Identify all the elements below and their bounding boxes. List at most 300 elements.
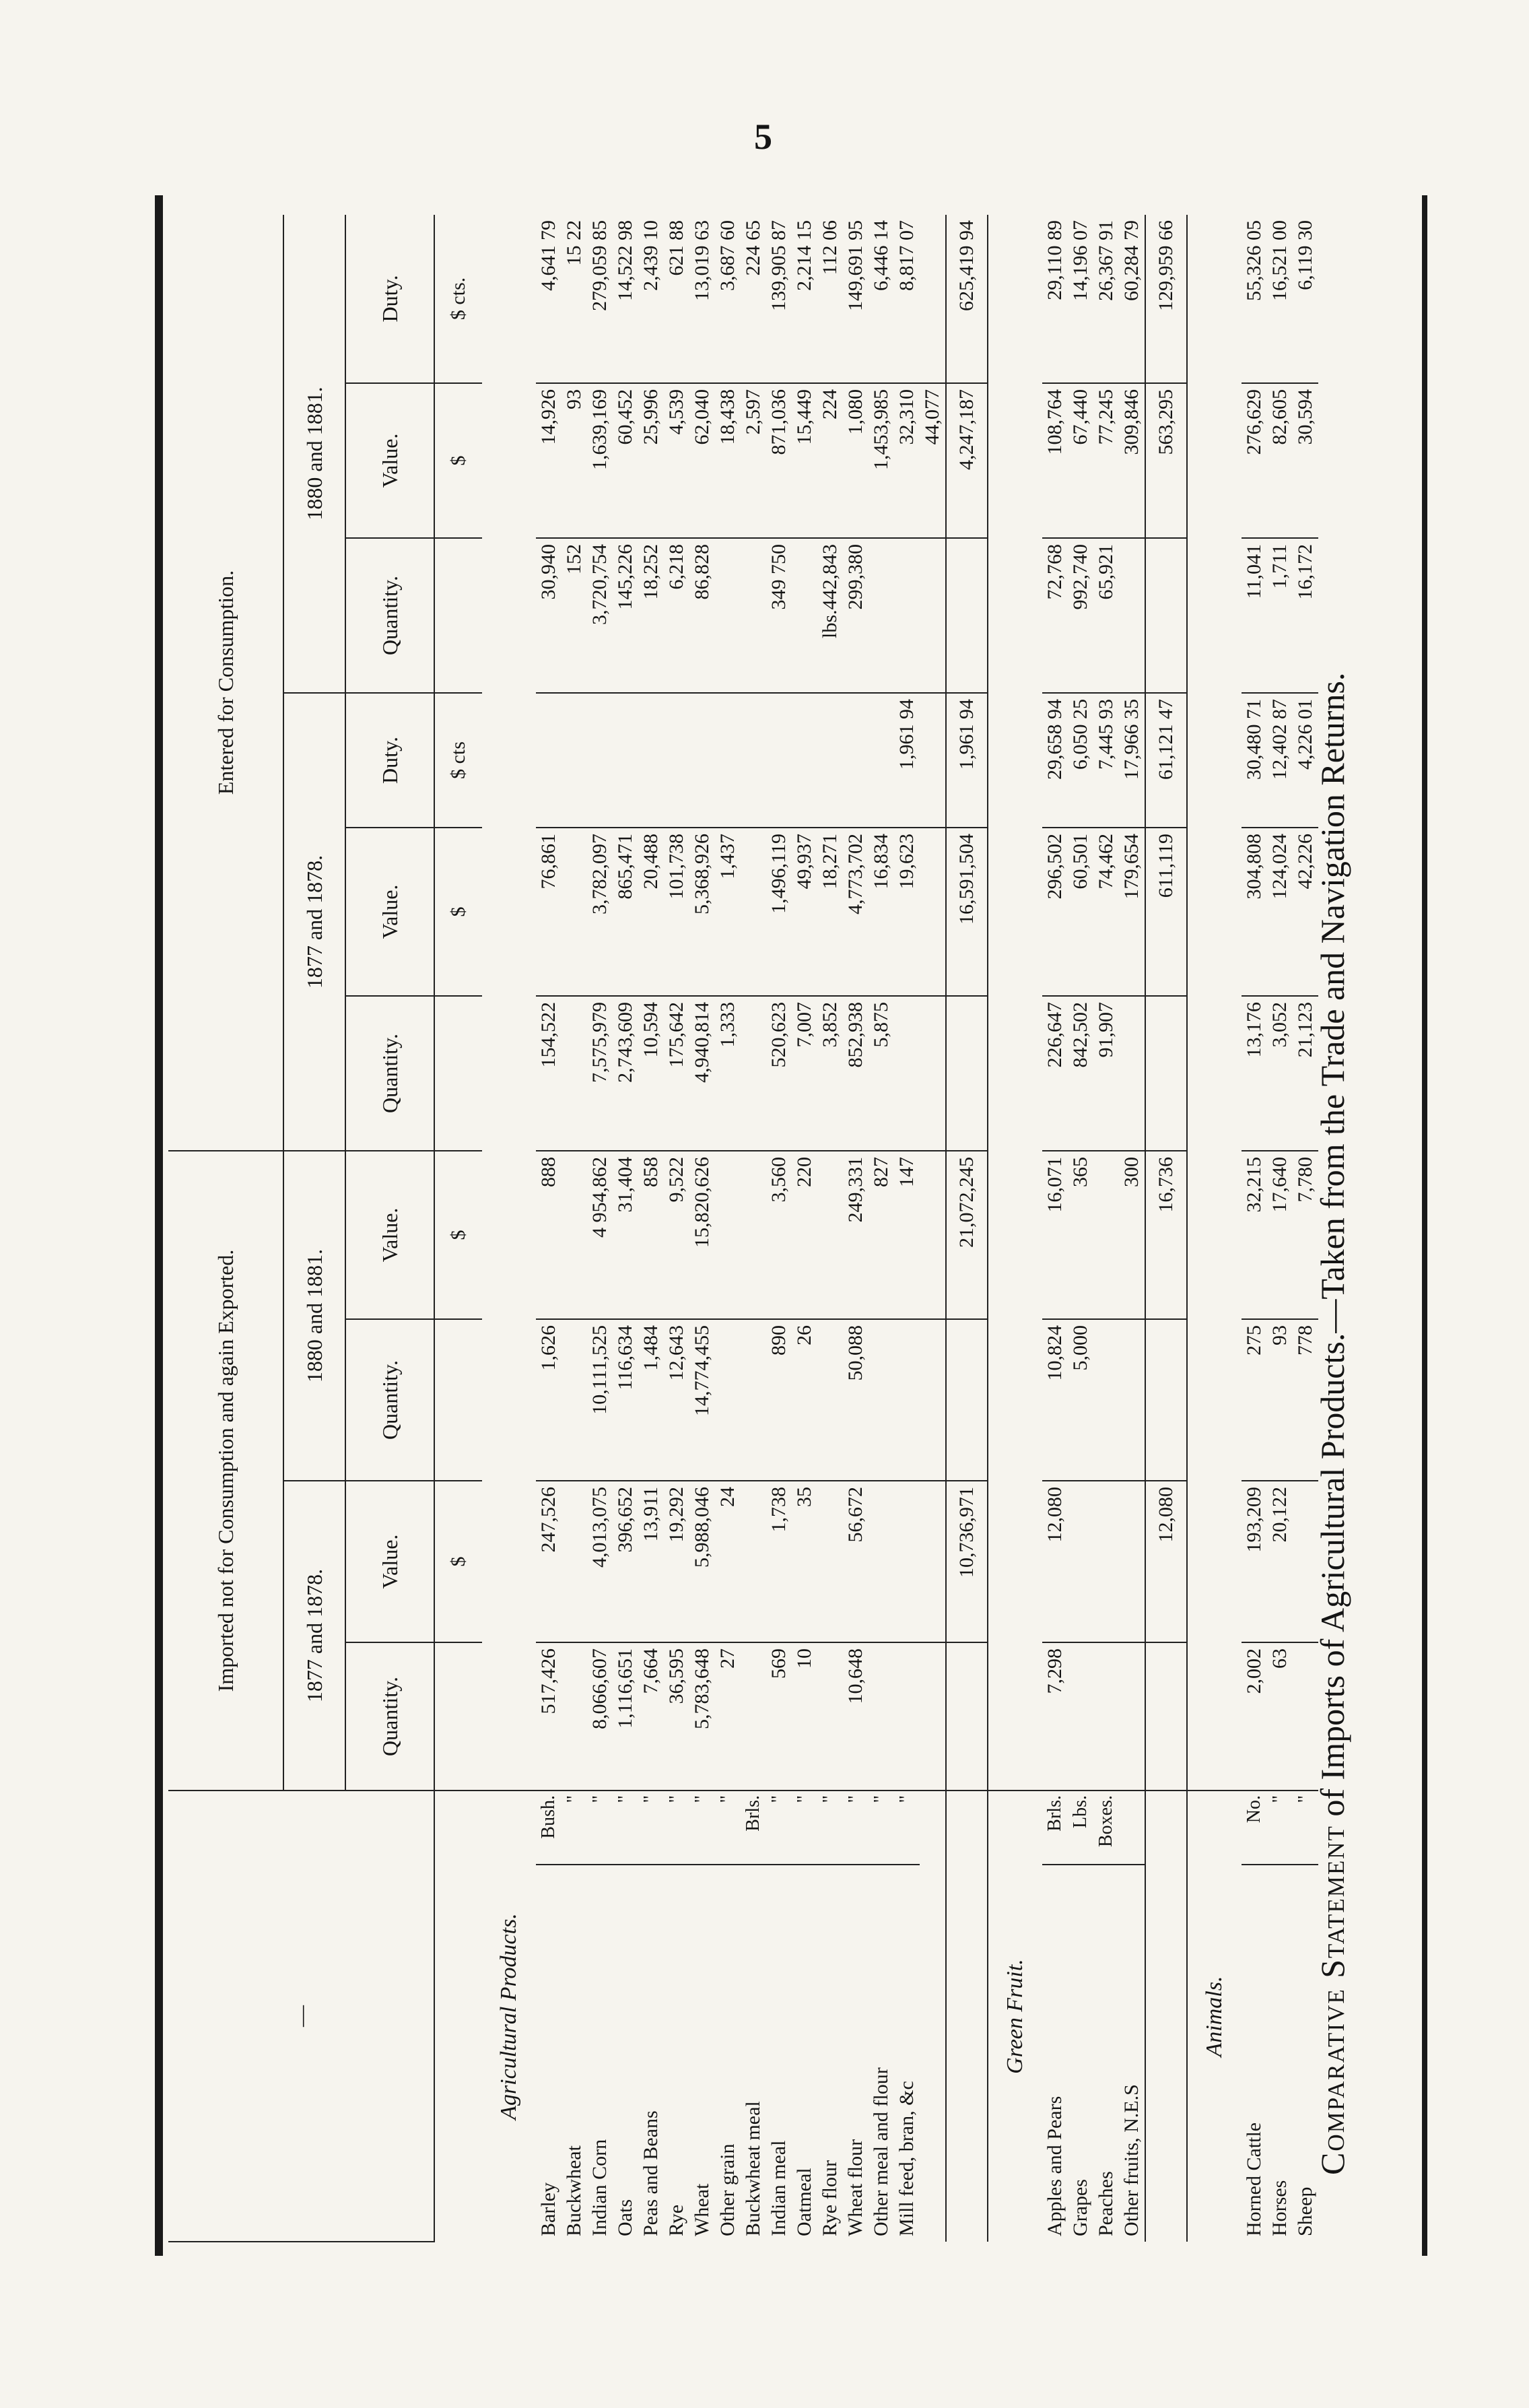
table-cell: 30,940 (536, 538, 562, 693)
total-cell (1145, 996, 1187, 1151)
table-cell: 60,501 (1068, 828, 1093, 996)
table-cell (638, 693, 664, 828)
unit-cell: $ cts (434, 693, 482, 828)
table-cell (920, 1642, 946, 1791)
table-cell (664, 693, 689, 828)
table-cell (1093, 1319, 1119, 1481)
table-cell: 147 (894, 1151, 920, 1319)
table-cell: 247,526 (536, 1481, 562, 1642)
total-row (1145, 215, 1187, 2242)
table-row (1093, 215, 1119, 2242)
row-unit: " (894, 1791, 920, 1865)
total-row (946, 215, 988, 2242)
table-cell: 520,623 (766, 996, 792, 1151)
total-cell (1145, 1319, 1187, 1481)
table-cell: 226,647 (1042, 996, 1068, 1151)
table-cell (920, 996, 946, 1151)
row-label: Peas and Beans (640, 2110, 662, 2236)
total-cell (1145, 538, 1187, 693)
row-label: Buckwheat meal (742, 2101, 764, 2236)
table-row (613, 215, 638, 2242)
table-cell: 16,521 00 (1267, 215, 1293, 383)
row-unit: " (869, 1791, 894, 1865)
table-cell: 30,594 (1293, 383, 1318, 538)
table-cell: 18,438 (715, 383, 741, 538)
table-cell: 193,209 (1242, 1481, 1267, 1642)
table-cell: 304,808 (1242, 828, 1267, 996)
table-cell: 93 (562, 383, 587, 538)
row-label: Other grain (716, 2143, 739, 2236)
table-cell: 14,926 (536, 383, 562, 538)
table-cell: 9,522 (664, 1151, 689, 1319)
table-cell (741, 996, 766, 1151)
table-cell: 36,595 (664, 1642, 689, 1791)
table-cell: 517,426 (536, 1642, 562, 1791)
rotated-content (155, 195, 1407, 2256)
table-cell: 55,326 05 (1242, 215, 1267, 383)
row-unit: Bush. (536, 1791, 562, 1865)
table-cell: 19,292 (664, 1481, 689, 1642)
table-cell: 4 954,862 (587, 1151, 613, 1319)
table-cell (741, 693, 766, 828)
total-cell (1145, 1642, 1187, 1791)
table-cell: 31,404 (613, 1151, 638, 1319)
col-header-value: Value. (345, 828, 434, 996)
table-cell: 5,368,926 (689, 828, 715, 996)
table-cell: 15,820,626 (689, 1151, 715, 1319)
total-cell: 4,247,187 (946, 383, 988, 538)
table-cell (869, 1642, 894, 1791)
table-cell: 149,691 95 (843, 215, 869, 383)
table-cell (894, 1642, 920, 1791)
col-header-value: Value. (345, 1151, 434, 1319)
table-cell (792, 693, 817, 828)
table-cell (817, 1642, 843, 1791)
table-cell: 77,245 (1093, 383, 1119, 538)
table-cell: 1,711 (1267, 538, 1293, 693)
row-label: Indian meal (768, 2140, 790, 2236)
table-cell: 13,176 (1242, 996, 1267, 1151)
unit-cell: $ (434, 383, 482, 538)
table-cell: 224 65 (741, 215, 766, 383)
table-row (689, 215, 715, 2242)
table-cell (920, 1151, 946, 1319)
table-cell: 124,024 (1267, 828, 1293, 996)
table-cell: 4,539 (664, 383, 689, 538)
table-cell: 25,996 (638, 383, 664, 538)
table-cell (894, 1319, 920, 1481)
table-cell: 2,002 (1242, 1642, 1267, 1791)
table-cell: 12,080 (1042, 1481, 1068, 1642)
table-cell: 8,066,607 (587, 1642, 613, 1791)
row-unit: " (1293, 1791, 1318, 1865)
table-cell: 852,938 (843, 996, 869, 1151)
col-header-duty: Duty. (345, 693, 434, 828)
table-cell: 72,768 (1042, 538, 1068, 693)
table-cell: 16,172 (1293, 538, 1318, 693)
table-cell (1068, 1642, 1093, 1791)
table-cell: 890 (766, 1319, 792, 1481)
table-cell: 6,050 25 (1068, 693, 1093, 828)
table-cell: 50,088 (843, 1319, 869, 1481)
table-cell: 621 88 (664, 215, 689, 383)
table-cell (817, 693, 843, 828)
table-cell: 858 (638, 1151, 664, 1319)
table-cell (1119, 1319, 1145, 1481)
table-cell: 349 750 (766, 538, 792, 693)
row-label: Indian Corn (588, 2139, 611, 2236)
table-row (638, 215, 664, 2242)
table-cell (1119, 1642, 1145, 1791)
row-label: Sheep (1294, 2186, 1316, 2236)
unit-cell (434, 538, 482, 693)
total-cell: 611,119 (1145, 828, 1187, 996)
total-cell: 563,295 (1145, 383, 1187, 538)
table-cell: 8,817 07 (894, 215, 920, 383)
table-cell: 15,449 (792, 383, 817, 538)
table-cell: 86,828 (689, 538, 715, 693)
table-cell (1119, 1481, 1145, 1642)
table-cell: 62,040 (689, 383, 715, 538)
table-cell (715, 1319, 741, 1481)
table-cell: 20,488 (638, 828, 664, 996)
table-cell: 21,123 (1293, 996, 1318, 1151)
table-cell: 13,019 63 (689, 215, 715, 383)
table-cell: 19,623 (894, 828, 920, 996)
table-cell (741, 1151, 766, 1319)
table-cell: 14,774,455 (689, 1319, 715, 1481)
table-cell: 82,605 (1267, 383, 1293, 538)
header-exported-period-a: 1877 and 1878. (283, 1481, 345, 1791)
table-cell: 7,664 (638, 1642, 664, 1791)
table-cell (869, 1481, 894, 1642)
table-cell: 76,861 (536, 828, 562, 996)
col-header-quantity: Quantity. (345, 996, 434, 1151)
table-row (741, 215, 766, 2242)
table-cell (613, 693, 638, 828)
table-row (587, 215, 613, 2242)
table-cell: 7,445 93 (1093, 693, 1119, 828)
title-caps: Comparative Statement (1314, 1825, 1351, 2175)
row-label: Wheat (691, 2183, 713, 2236)
table-cell (766, 693, 792, 828)
table-cell (920, 215, 946, 383)
table-cell: 10,594 (638, 996, 664, 1151)
section-filler (988, 215, 1042, 1791)
table-cell: 26,367 91 (1093, 215, 1119, 383)
row-label: Wheat flour (844, 2139, 867, 2236)
table-cell: 16,834 (869, 828, 894, 996)
table-cell (741, 828, 766, 996)
total-cell (946, 996, 988, 1151)
table-cell: 220 (792, 1151, 817, 1319)
total-cell: 10,736,971 (946, 1481, 988, 1642)
table-cell (562, 1319, 587, 1481)
row-label: Mill feed, bran, &c (895, 2081, 918, 2236)
table-cell: 3,782,097 (587, 828, 613, 996)
table-cell (869, 538, 894, 693)
table-cell: 279,059 85 (587, 215, 613, 383)
total-stub (946, 1791, 988, 2242)
stub-header: — (168, 1791, 434, 2242)
table-cell: 2,439 10 (638, 215, 664, 383)
table-cell: 14,522 98 (613, 215, 638, 383)
table-cell (741, 1481, 766, 1642)
table-cell: 91,907 (1093, 996, 1119, 1151)
total-cell (946, 1642, 988, 1791)
table-cell: 65,921 (1093, 538, 1119, 693)
row-label (920, 1791, 946, 2242)
row-unit: " (1267, 1791, 1293, 1865)
table-cell: 154,522 (536, 996, 562, 1151)
table-cell (1093, 1151, 1119, 1319)
table-cell: 152 (562, 538, 587, 693)
table-cell: 3,720,754 (587, 538, 613, 693)
table-cell: 4,226 01 (1293, 693, 1318, 828)
table-cell: 17,640 (1267, 1151, 1293, 1319)
table-cell: 1,437 (715, 828, 741, 996)
table-cell: 1,116,651 (613, 1642, 638, 1791)
table-row (1042, 215, 1068, 2242)
table-cell (920, 828, 946, 996)
unit-cell: $ cts. (434, 215, 482, 383)
table-cell: 44,077 (920, 383, 946, 538)
table-cell: 93 (1267, 1319, 1293, 1481)
table-cell: 12,402 87 (1267, 693, 1293, 828)
table-cell (562, 828, 587, 996)
row-unit: " (638, 1791, 664, 1865)
section-row (988, 215, 1042, 2242)
table-cell: 1,484 (638, 1319, 664, 1481)
header-consumption: Entered for Consumption. (168, 215, 283, 1151)
table-cell: 10 (792, 1642, 817, 1791)
table-cell: 3,560 (766, 1151, 792, 1319)
section-filler (1187, 215, 1242, 1791)
row-unit: Brls. (1042, 1791, 1068, 1865)
table-cell: 139,905 87 (766, 215, 792, 383)
table-cell: 63 (1267, 1642, 1293, 1791)
table-cell (894, 1481, 920, 1642)
unit-cell: $ (434, 828, 482, 996)
total-cell: 16,591,504 (946, 828, 988, 996)
table-cell: 865,471 (613, 828, 638, 996)
table-cell: 5,988,046 (689, 1481, 715, 1642)
row-label: Oatmeal (793, 2168, 815, 2236)
row-unit: " (715, 1791, 741, 1865)
page-number: 5 (754, 116, 772, 157)
table-cell (817, 1319, 843, 1481)
col-header-quantity: Quantity. (345, 1642, 434, 1791)
header-exported: Imported not for Consumption and again Exported. (168, 1151, 283, 1791)
row-label: Other fruits, N.E.S (1120, 2084, 1143, 2236)
table-cell: 5,000 (1068, 1319, 1093, 1481)
table-row (1267, 215, 1293, 2242)
page-title (1313, 290, 1352, 2175)
table-cell: 145,226 (613, 538, 638, 693)
table-cell: 15 22 (562, 215, 587, 383)
table-cell: 4,641 79 (536, 215, 562, 383)
table-cell (817, 1151, 843, 1319)
table-row (664, 215, 689, 2242)
total-stub (1145, 1791, 1187, 2242)
table-cell: 249,331 (843, 1151, 869, 1319)
table-cell (741, 1319, 766, 1481)
table-cell (920, 693, 946, 828)
table-cell (1119, 996, 1145, 1151)
table-cell: 275 (1242, 1319, 1267, 1481)
table-cell: 842,502 (1068, 996, 1093, 1151)
total-cell: 61,121 47 (1145, 693, 1187, 828)
row-unit (1119, 1791, 1145, 1865)
table-cell: 35 (792, 1481, 817, 1642)
table-cell (562, 1481, 587, 1642)
table-cell: 5,783,648 (689, 1642, 715, 1791)
row-unit: " (613, 1791, 638, 1865)
row-unit: Boxes. (1093, 1791, 1119, 1865)
row-unit: " (587, 1791, 613, 1865)
table-cell (894, 996, 920, 1151)
table-cell: 4,940,814 (689, 996, 715, 1151)
table-row (894, 215, 920, 2242)
table-cell (869, 1319, 894, 1481)
units-stub (434, 1791, 482, 2242)
header-exported-period-b: 1880 and 1881. (283, 1151, 345, 1481)
row-label: Apples and Pears (1044, 2096, 1066, 2236)
table-cell: 2,214 15 (792, 215, 817, 383)
table-cell: 300 (1119, 1151, 1145, 1319)
table-cell: 13,911 (638, 1481, 664, 1642)
table-cell (562, 693, 587, 828)
title-rest: of Imports of Agricultural Products.—Taken from the Trade and Navigation Returns. (1314, 672, 1351, 1826)
table-cell: 3,852 (817, 996, 843, 1151)
row-label: Barley (537, 2182, 559, 2236)
table-cell (562, 1151, 587, 1319)
row-label: Horned Cattle (1243, 2122, 1265, 2236)
unit-cell (434, 1319, 482, 1481)
table-row (1068, 215, 1093, 2242)
row-unit: Brls. (741, 1791, 766, 1865)
row-unit: " (766, 1791, 792, 1865)
col-header-quantity: Quantity. (345, 538, 434, 693)
table-cell: 74,462 (1093, 828, 1119, 996)
table-cell: 179,654 (1119, 828, 1145, 996)
rotated-table-frame (155, 195, 1427, 2256)
table-cell: 1,961 94 (894, 693, 920, 828)
table-cell (1093, 1642, 1119, 1791)
row-label: Horses (1268, 2180, 1291, 2236)
table-cell: 871,036 (766, 383, 792, 538)
table-cell: 18,271 (817, 828, 843, 996)
table-row (715, 215, 741, 2242)
table-cell: 4,773,702 (843, 828, 869, 996)
table-cell: 1,080 (843, 383, 869, 538)
row-unit: No. (1242, 1791, 1267, 1865)
table-cell: 1,333 (715, 996, 741, 1151)
col-header-value: Value. (345, 383, 434, 538)
table-cell: 11,041 (1242, 538, 1267, 693)
outer-rule (1422, 195, 1427, 2256)
table-cell (817, 1481, 843, 1642)
table-cell: 18,252 (638, 538, 664, 693)
table-cell: lbs.442,843 (817, 538, 843, 693)
section-row (1187, 215, 1242, 2242)
table-cell: 7,298 (1042, 1642, 1068, 1791)
table-cell (869, 693, 894, 828)
table-cell: 32,215 (1242, 1151, 1267, 1319)
row-label: Rye (665, 2204, 687, 2236)
total-cell: 1,961 94 (946, 693, 988, 828)
total-cell: 16,736 (1145, 1151, 1187, 1319)
table-cell: 10,824 (1042, 1319, 1068, 1481)
section-green-fruit: Green Fruit. (1003, 1959, 1027, 2074)
table-cell (715, 538, 741, 693)
header-consumption-period-b: 1880 and 1881. (283, 215, 345, 693)
table-cell: 60,452 (613, 383, 638, 538)
row-label: Buckwheat (563, 2145, 585, 2236)
table-cell: 299,380 (843, 538, 869, 693)
table-cell: 1,496,119 (766, 828, 792, 996)
table-cell: 12,643 (664, 1319, 689, 1481)
row-unit: " (843, 1791, 869, 1865)
table-cell: 365 (1068, 1151, 1093, 1319)
table-row (792, 215, 817, 2242)
table-cell: 42,226 (1293, 828, 1318, 996)
table-cell: 888 (536, 1151, 562, 1319)
section-filler (482, 215, 536, 1791)
row-unit: " (817, 1791, 843, 1865)
table-cell: 27 (715, 1642, 741, 1791)
table-cell: 14,196 07 (1068, 215, 1093, 383)
total-cell (946, 1319, 988, 1481)
statistics-table (168, 215, 1318, 2242)
table-cell: 29,110 89 (1042, 215, 1068, 383)
col-header-quantity: Quantity. (345, 1319, 434, 1481)
table-cell (920, 1319, 946, 1481)
table-cell: 276,629 (1242, 383, 1267, 538)
table-row (869, 215, 894, 2242)
table-cell: 7,007 (792, 996, 817, 1151)
row-unit: " (562, 1791, 587, 1865)
table-row (920, 215, 946, 2242)
table-cell (741, 538, 766, 693)
table-row (536, 215, 562, 2242)
total-cell: 625,419 94 (946, 215, 988, 383)
table-cell (741, 1642, 766, 1791)
table-cell (715, 1151, 741, 1319)
table-cell: 224 (817, 383, 843, 538)
col-header-duty: Duty. (345, 215, 434, 383)
table-cell: 569 (766, 1642, 792, 1791)
table-cell: 827 (869, 1151, 894, 1319)
table-cell (920, 538, 946, 693)
row-unit: " (689, 1791, 715, 1865)
table-cell: 6,218 (664, 538, 689, 693)
table-cell: 1,639,169 (587, 383, 613, 538)
row-label: Grapes (1069, 2179, 1091, 2236)
row-unit: Lbs. (1068, 1791, 1093, 1865)
row-unit: " (664, 1791, 689, 1865)
table-cell: 5,875 (869, 996, 894, 1151)
table-cell: 396,652 (613, 1481, 638, 1642)
table-cell (1119, 538, 1145, 693)
table-cell (562, 996, 587, 1151)
total-cell: 21,072,245 (946, 1151, 988, 1319)
table-cell: 4,013,075 (587, 1481, 613, 1642)
table-cell: 32,310 (894, 383, 920, 538)
table-cell: 29,658 94 (1042, 693, 1068, 828)
table-cell: 7,575,979 (587, 996, 613, 1151)
table-cell: 108,764 (1042, 383, 1068, 538)
